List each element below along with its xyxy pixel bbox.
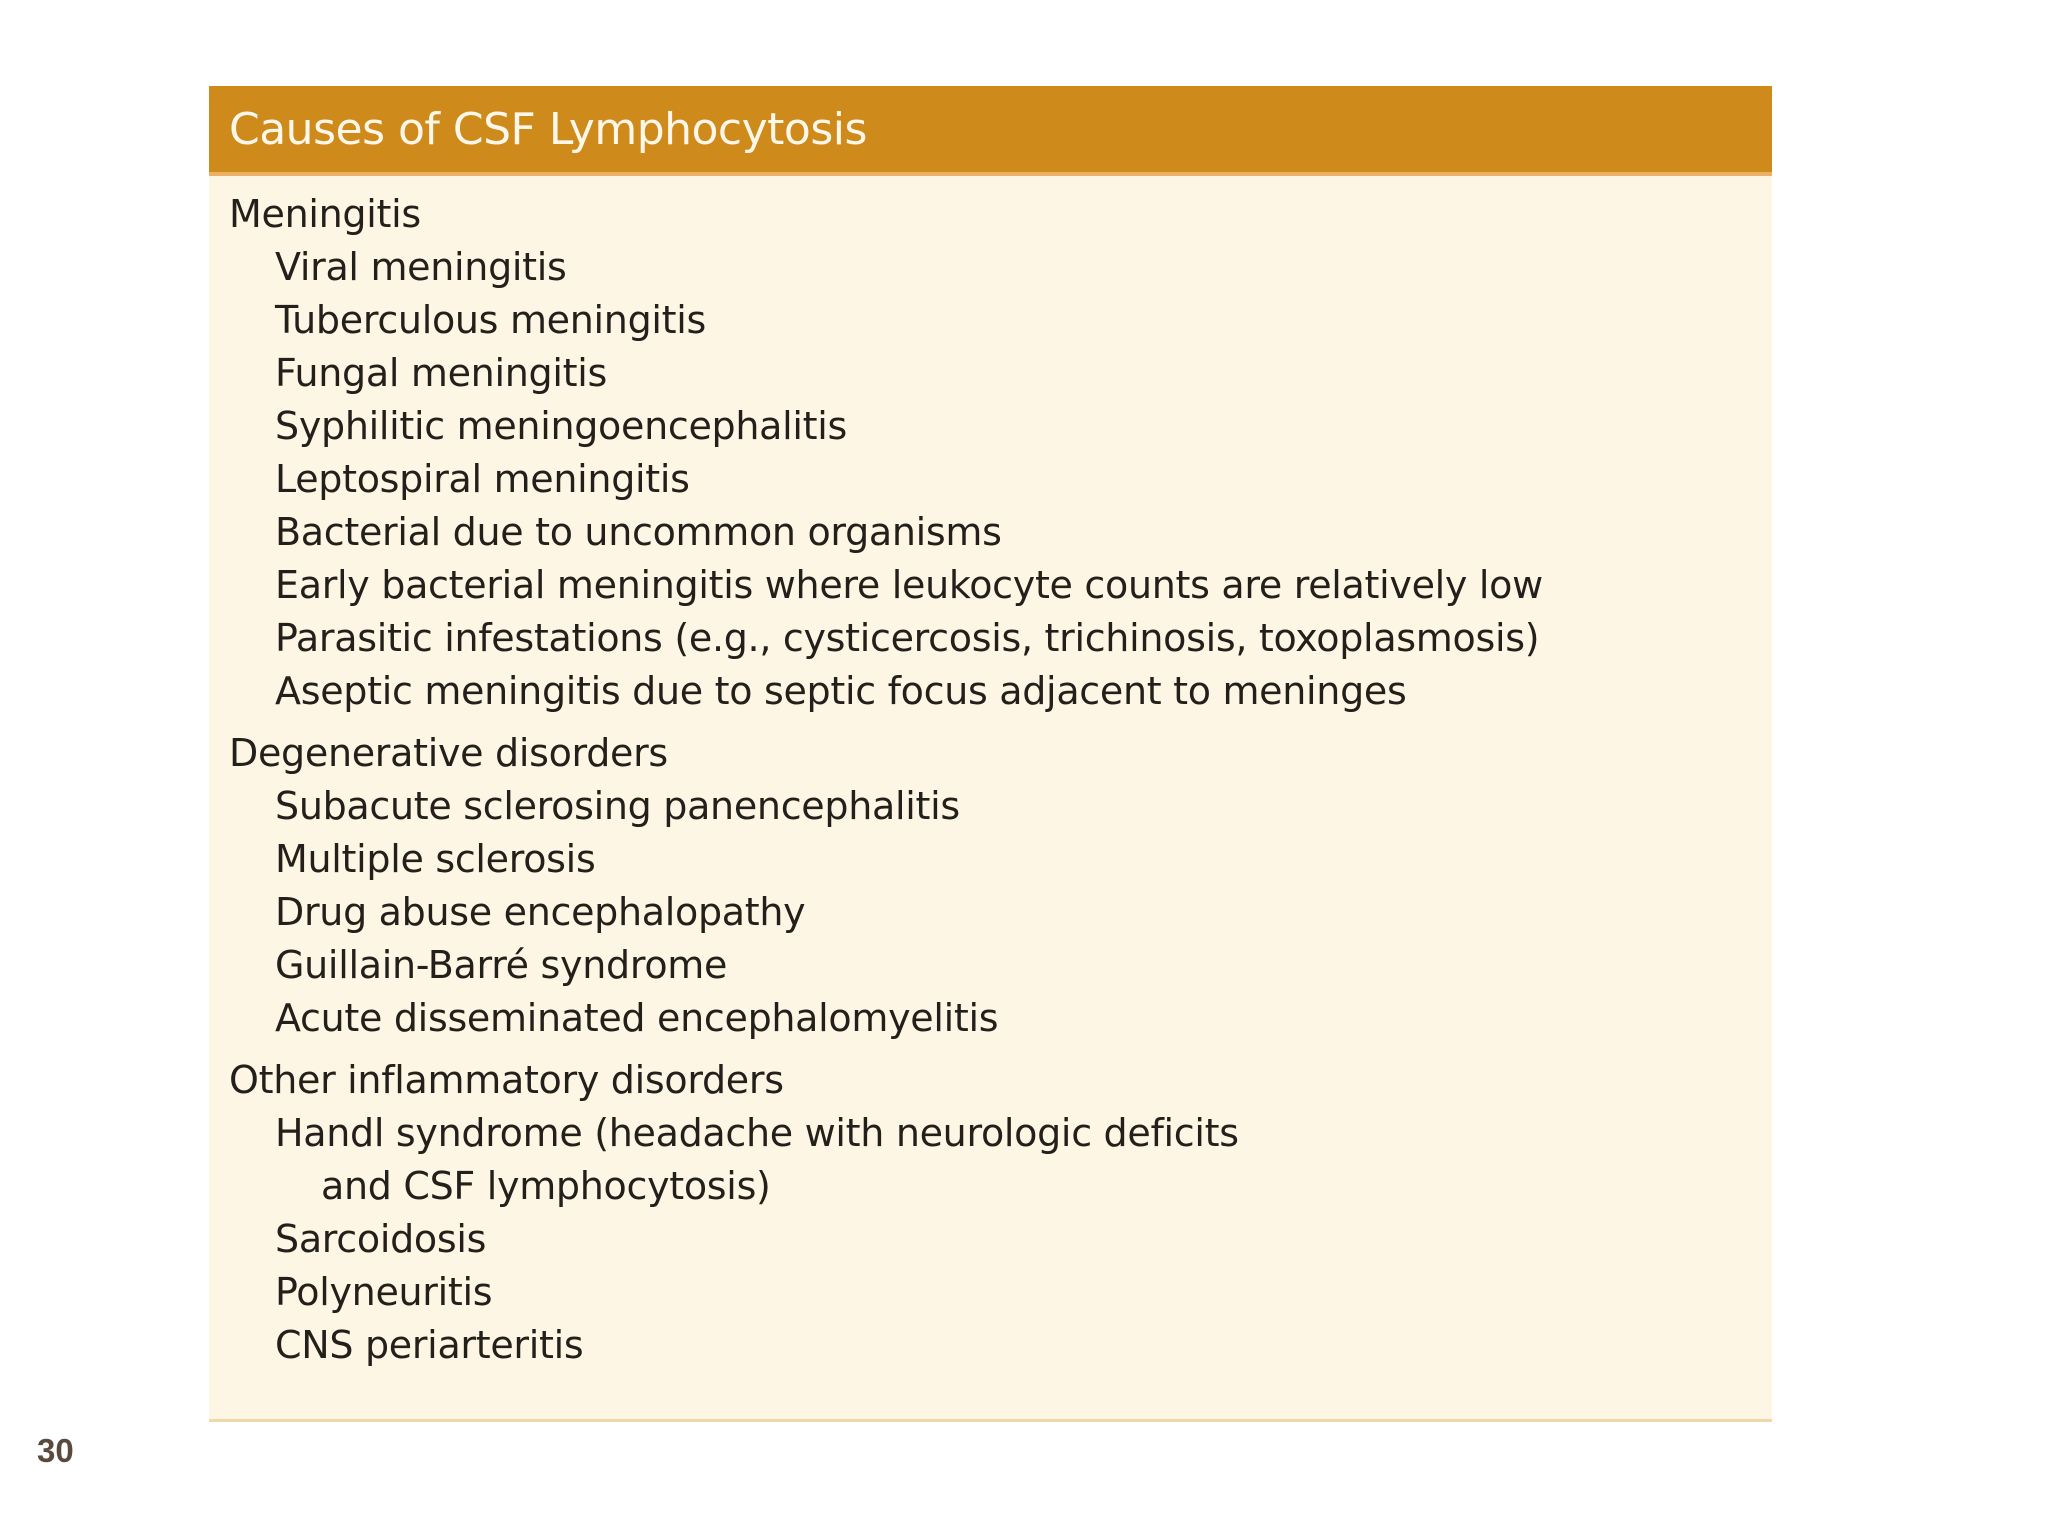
list-item: Drug abuse encephalopathy — [275, 890, 806, 934]
causes-table-box — [209, 86, 1772, 1422]
list-item: Fungal meningitis — [275, 351, 607, 395]
list-item: Tuberculous meningitis — [275, 298, 707, 342]
list-item: Leptospiral meningitis — [275, 457, 690, 501]
list-item: Syphilitic meningoencephalitis — [275, 404, 848, 448]
list-item: Bacterial due to uncommon organisms — [275, 510, 1002, 554]
list-item: Multiple sclerosis — [275, 837, 596, 881]
list-item: Guillain-Barré syndrome — [275, 943, 728, 987]
box-title: Causes of CSF Lymphocytosis — [229, 103, 867, 155]
list-item: Parasitic infestations (e.g., cysticercosis, trichinosis, toxoplasmosis) — [275, 616, 1540, 660]
list-item: Early bacterial meningitis where leukocyte counts are relatively low — [275, 563, 1543, 607]
box-header — [209, 86, 1772, 176]
section-other-inflammatory-disorders — [229, 1054, 1772, 1372]
section-meningitis — [229, 188, 1772, 718]
section-heading: Other inflammatory disorders — [229, 1058, 784, 1102]
list-item: CNS periarteritis — [275, 1323, 584, 1367]
list-item: Sarcoidosis — [275, 1217, 487, 1261]
list-item: Acute disseminated encephalomyelitis — [275, 996, 999, 1040]
list-item: Viral meningitis — [275, 245, 567, 289]
list-item: Aseptic meningitis due to septic focus adjacent to meninges — [275, 669, 1407, 713]
section-heading: Meningitis — [229, 192, 421, 236]
section-heading: Degenerative disorders — [229, 731, 668, 775]
list-item: Subacute sclerosing panencephalitis — [275, 784, 960, 828]
section-degenerative-disorders — [229, 727, 1772, 1045]
list-item: Polyneuritis — [275, 1270, 493, 1314]
slide-number: 30 — [37, 1432, 74, 1469]
box-body — [209, 176, 1772, 1372]
list-item: Handl syndrome (headache with neurologic deficits and CSF lymphocytosis) — [275, 1111, 1239, 1208]
